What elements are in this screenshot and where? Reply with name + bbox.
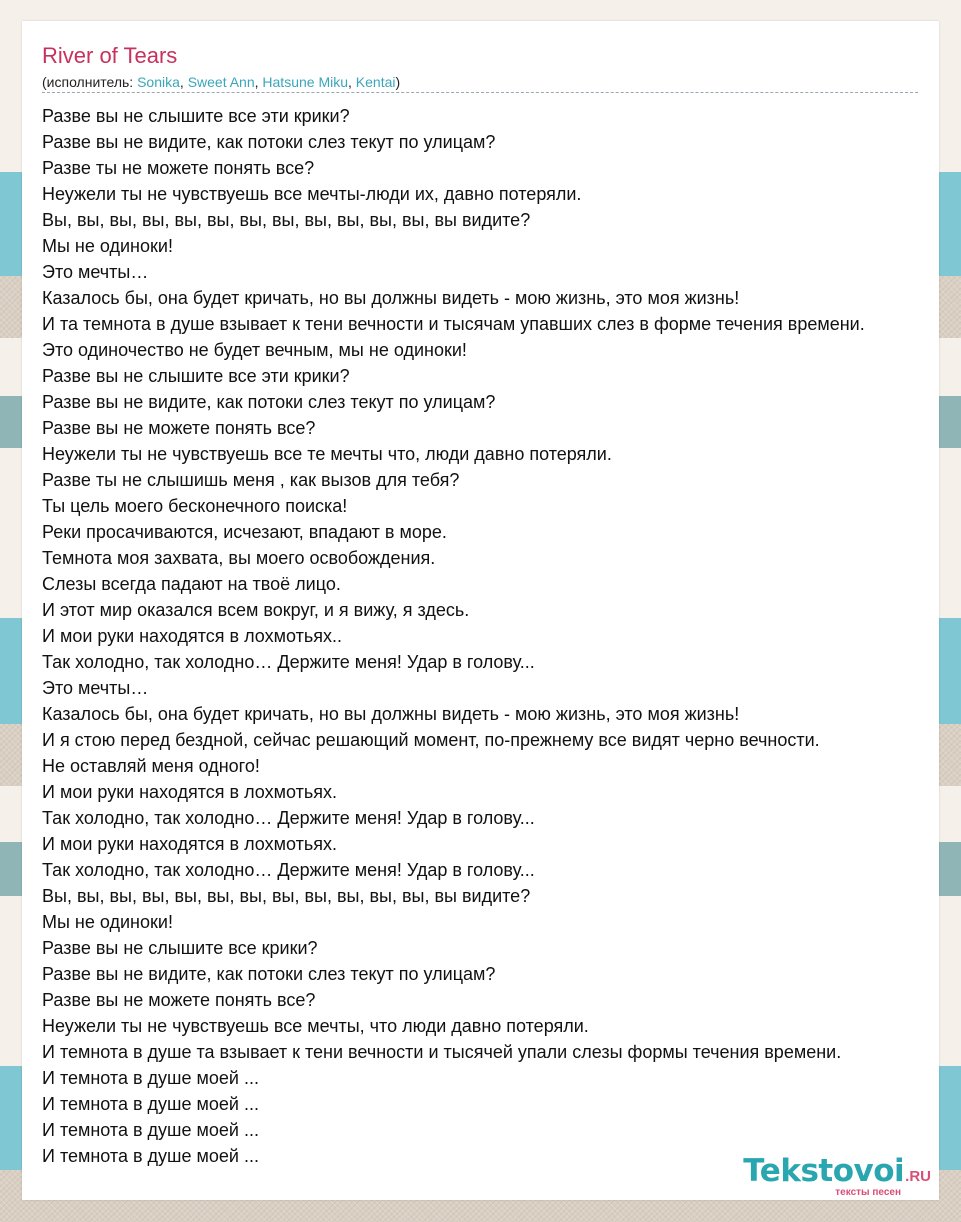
lyric-line: Разве ты не можете понять все? [42, 158, 315, 178]
artist-separator: , [254, 74, 263, 90]
lyric-line: И та темнота в душе взывает к тени вечности и тысячам упавших слез в форме течения времени. [42, 314, 865, 334]
lyrics-card [22, 21, 939, 1200]
lyric-line: Так холодно, так холодно… Держите меня! Удар в голову... [42, 860, 535, 880]
lyric-line: Так холодно, так холодно… Держите меня! Удар в голову... [42, 652, 535, 672]
lyric-line: Разве вы не слышите все крики? [42, 938, 318, 958]
lyric-line: Разве ты не слышишь меня , как вызов для тебя? [42, 470, 460, 490]
lyric-line: Неужели ты не чувствуешь все те мечты что, люди давно потеряли. [42, 444, 612, 464]
lyric-line: Не оставляй меня одного! [42, 756, 260, 776]
lyric-line: Это одиночество не будет вечным, мы не одиноки! [42, 340, 467, 360]
lyric-line: И мои руки находятся в лохмотьях. [42, 834, 337, 854]
lyric-line: Неужели ты не чувствуешь все мечты, что люди давно потеряли. [42, 1016, 589, 1036]
artist-line [42, 73, 918, 93]
lyric-line: И я стою перед бездной, сейчас решающий момент, по-прежнему все видят черно вечности. [42, 730, 820, 750]
lyric-line: Мы не одиноки! [42, 236, 173, 256]
lyric-line: Мы не одиноки! [42, 912, 173, 932]
lyric-line: И темнота в душе моей ... [42, 1146, 259, 1166]
lyric-line: Разве вы не можете понять все? [42, 418, 316, 438]
lyric-line: Разве вы не слышите все эти крики? [42, 366, 350, 386]
artist-link-sweet-ann[interactable]: Sweet Ann [187, 74, 255, 90]
artist-prefix: (исполнитель: [42, 74, 138, 90]
song-title: River of Tears [42, 43, 178, 68]
lyrics-text [42, 103, 865, 1169]
artist-separator: , [348, 74, 356, 90]
lyric-line: И темнота в душе моей ... [42, 1068, 259, 1088]
lyric-line: Вы, вы, вы, вы, вы, вы, вы, вы, вы, вы, вы, вы, вы видите? [42, 886, 531, 906]
lyric-line: Разве вы не видите, как потоки слез текут по улицам? [42, 392, 496, 412]
lyric-line: Неужели ты не чувствуешь все мечты-люди их, давно потеряли. [42, 184, 582, 204]
lyric-line: И темнота в душе моей ... [42, 1094, 259, 1114]
lyric-line: Разве вы не видите, как потоки слез текут по улицам? [42, 132, 496, 152]
lyric-line: И этот мир оказался всем вокруг, и я вижу, я здесь. [42, 600, 470, 620]
lyric-line: Реки просачиваются, исчезают, впадают в море. [42, 522, 447, 542]
lyric-line: Ты цель моего бесконечного поиска! [42, 496, 348, 516]
lyric-line: И темнота в душе та взывает к тени вечности и тысячей упали слезы формы течения времени. [42, 1042, 842, 1062]
lyric-line: Вы, вы, вы, вы, вы, вы, вы, вы, вы, вы, вы, вы, вы видите? [42, 210, 531, 230]
artist-link-hatsune-miku[interactable]: Hatsune Miku [262, 74, 348, 90]
site-logo[interactable] [743, 1155, 931, 1198]
logo-name: Tekstovoi [743, 1153, 905, 1189]
lyric-line: Это мечты… [42, 262, 149, 282]
lyric-line: Казалось бы, она будет кричать, но вы должны видеть - мою жизнь, это моя жизнь! [42, 288, 740, 308]
lyric-line: И мои руки находятся в лохмотьях. [42, 782, 337, 802]
lyric-line: Слезы всегда падают на твоё лицо. [42, 574, 341, 594]
lyric-line: Разве вы не слышите все эти крики? [42, 106, 350, 126]
artist-link-sonika[interactable]: Sonika [137, 74, 180, 90]
lyric-line: Казалось бы, она будет кричать, но вы должны видеть - мою жизнь, это моя жизнь! [42, 704, 740, 724]
logo-tld: .RU [905, 1168, 931, 1185]
lyric-line: И мои руки находятся в лохмотьях.. [42, 626, 342, 646]
artist-suffix: ) [395, 74, 401, 90]
lyric-line: Разве вы не можете понять все? [42, 990, 316, 1010]
lyric-line: Так холодно, так холодно… Держите меня! Удар в голову... [42, 808, 535, 828]
lyric-line: Темнота моя захвата, вы моего освобождения. [42, 548, 436, 568]
artist-link-kentai[interactable]: Kentai [355, 74, 396, 90]
logo-tagline: тексты песен [835, 1187, 901, 1198]
lyric-line: И темнота в душе моей ... [42, 1120, 259, 1140]
lyric-line: Это мечты… [42, 678, 149, 698]
lyric-line: Разве вы не видите, как потоки слез текут по улицам? [42, 964, 496, 984]
artist-separator: , [179, 74, 188, 90]
